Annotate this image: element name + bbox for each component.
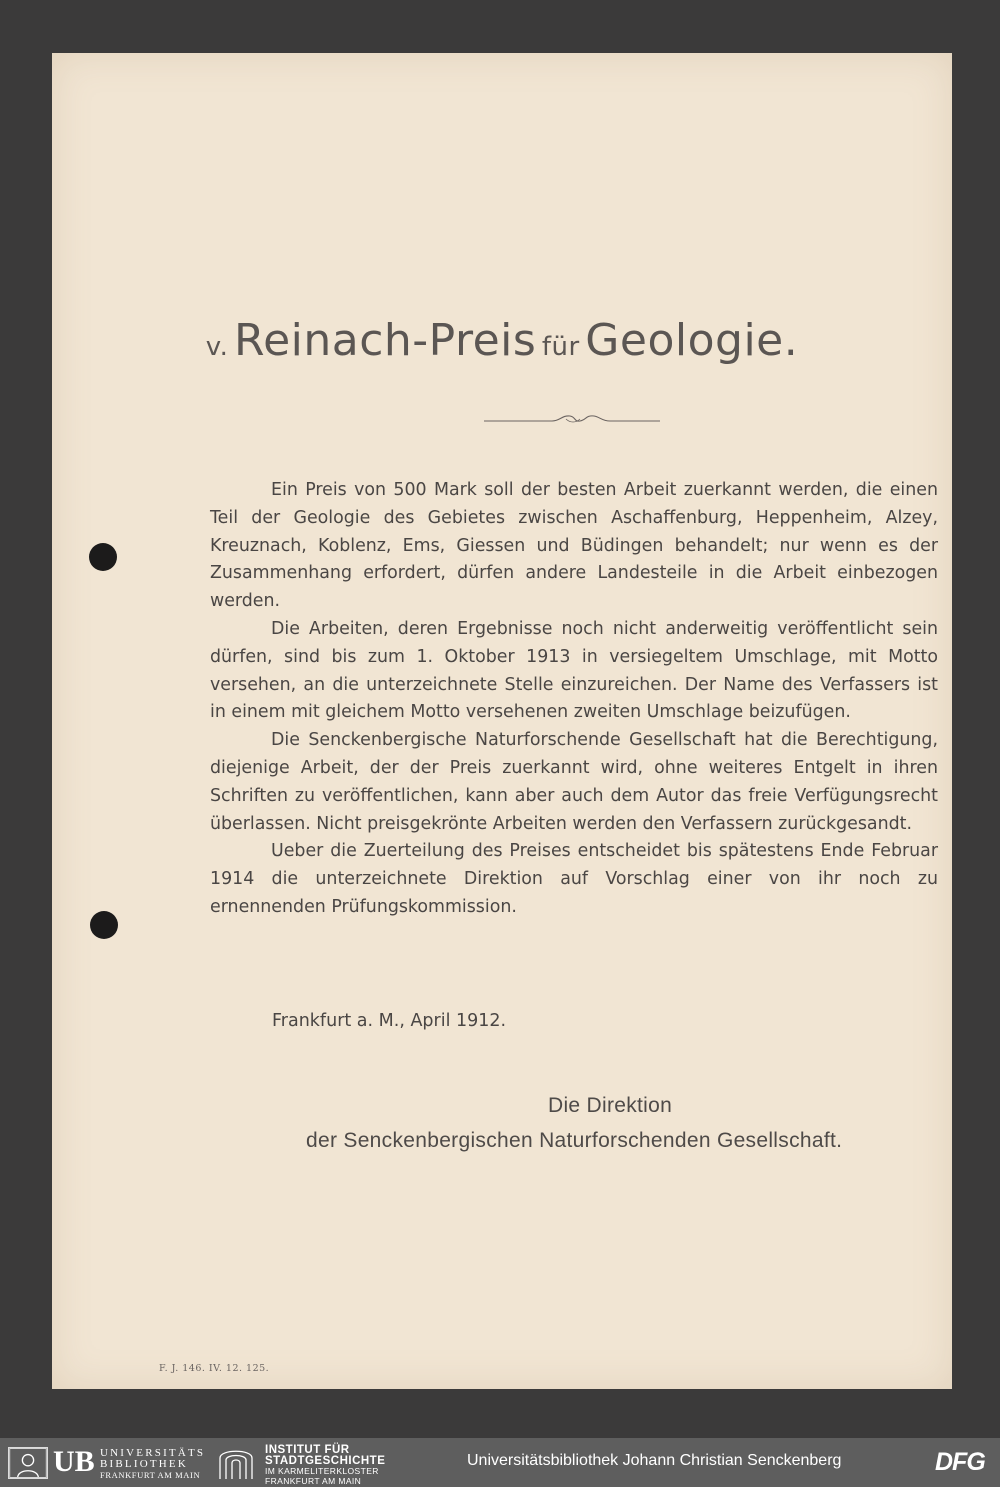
paragraph-4: Ueber die Zuerteilung des Preises entscheidet bis spätestens Ende Februar 1914 die unterzeichnete Direktion auf Vorschlag einer von ihr noch zu ernennenden Prüfungskommission. <box>210 841 938 917</box>
ub-line-2: BIBLIOTHEK <box>100 1458 188 1470</box>
document-title <box>52 315 952 366</box>
isg-arch-icon <box>216 1446 256 1480</box>
ub-line-3: FRANKFURT AM MAIN <box>100 1470 201 1480</box>
body-text <box>210 477 938 922</box>
paragraph-3: Die Senckenbergische Naturforschende Gesellschaft hat die Berechtigung, diejenige Arbeit, der der Preis zuerkannt wird, ohne weiteres Entgelt in ihren Schriften zu veröffentlichen, kann aber auch dem Autor das freie Verfügungsrecht überlassen. Nicht preisgekrönte Arbeiten werden den Verfassern zurückgesandt. <box>210 730 938 834</box>
ub-line-1: UNIVERSITÄTS <box>100 1447 206 1459</box>
signature-line-2: der Senckenbergischen Naturforschenden Gesellschaft. <box>306 1129 843 1152</box>
isg-line-4: FRANKFURT AM MAIN <box>265 1475 362 1486</box>
paragraph-1: Ein Preis von 500 Mark soll der besten Arbeit zuerkannt werden, die einen Teil der Geologie des Gebietes zwischen Aschaffenburg, Heppenheim, Alzey, Kreuznach, Koblenz, Ems, Giessen und Büdingen behandelt; nur wenn es der Zusammenhang erfordert, dürfen andere Landesteile in die Arbeit einbezogen werden. <box>210 480 938 612</box>
ub-letters: UB <box>53 1445 95 1478</box>
footer-bar <box>0 1438 1000 1487</box>
signature-line-1: Die Direktion <box>548 1094 673 1117</box>
punch-hole-lower <box>90 911 118 939</box>
isg-line-3: IM KARMELITERKLOSTER <box>265 1466 379 1476</box>
title-prefix: v. <box>205 332 229 362</box>
isg-line-1: INSTITUT FÜR <box>265 1444 350 1456</box>
isg-line-2: STADTGESCHICHTE <box>265 1455 386 1467</box>
paragraph-2: Die Arbeiten, deren Ergebnisse noch nicht anderweitig veröffentlicht sein dürfen, sind bis zum 1. Oktober 1913 in versiegeltem Umschlage, mit Motto versehen, an die unterzeichnete Stelle einzureichen. Der Name des Verfassers ist in einem mit gleichem Motto versehenen zweiten Umschlage beizufügen. <box>210 618 938 723</box>
footer-library-name: Universitätsbibliothek Johann Christian Senckenberg <box>467 1452 842 1469</box>
title-mid: für <box>541 332 580 362</box>
dateline: Frankfurt a. M., April 1912. <box>272 1011 507 1031</box>
ub-wordmark <box>100 1448 205 1480</box>
dfg-logo: DFG <box>935 1448 985 1476</box>
title-main: Reinach-Preis <box>233 315 537 366</box>
ub-portrait-icon <box>8 1447 48 1479</box>
document-page <box>52 53 952 1389</box>
title-end: Geologie. <box>585 315 799 366</box>
ornament-divider <box>482 411 662 429</box>
print-code: F. J. 146. IV. 12. 125. <box>159 1363 270 1374</box>
punch-hole-upper <box>89 543 117 571</box>
isg-wordmark <box>265 1445 385 1486</box>
